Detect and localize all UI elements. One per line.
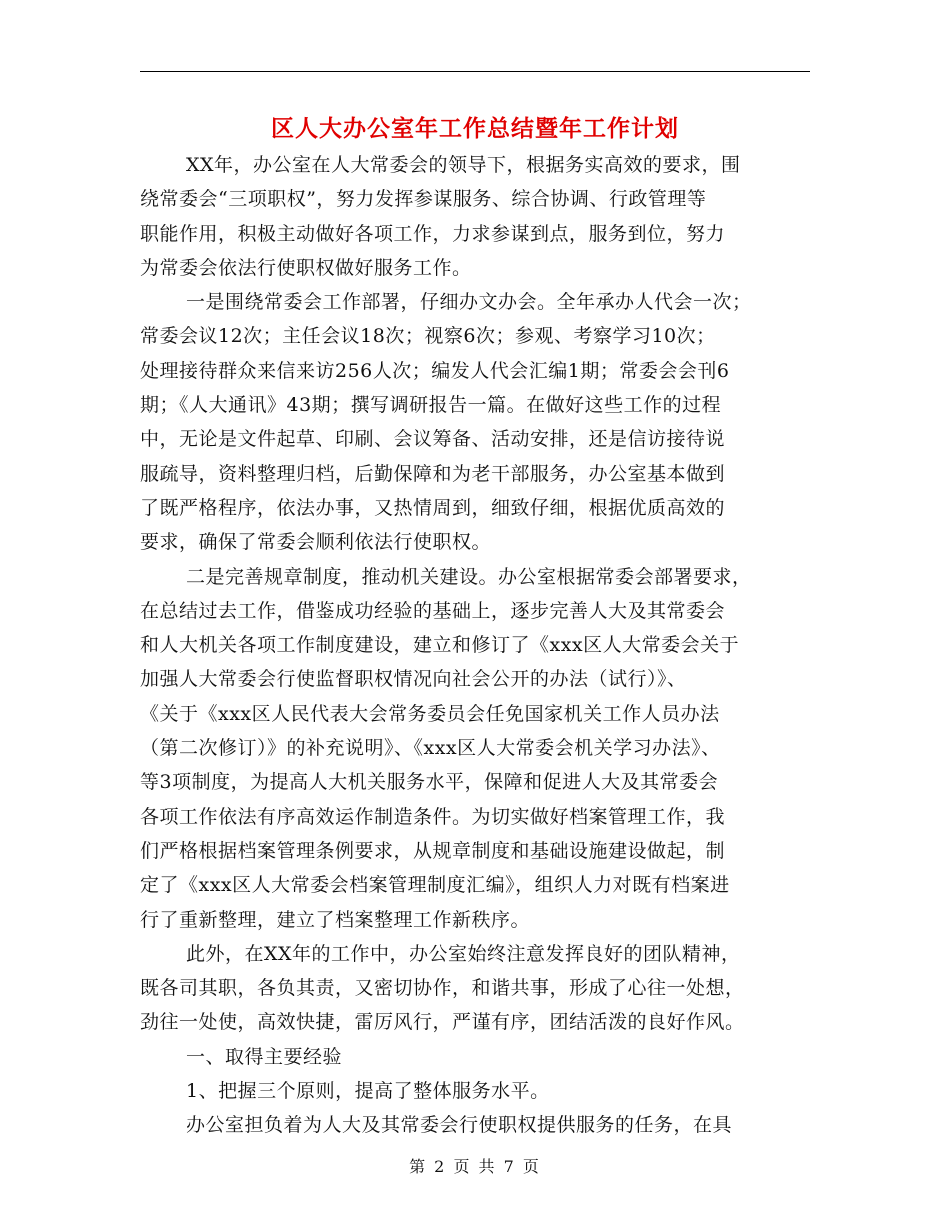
text-line: 们严格根据档案管理条例要求，从规章制度和基础设施建设做起，制 [140,839,726,862]
text-line: 等3项制度，为提高人大机关服务水平，保障和促进人大及其常委会 [140,771,719,794]
text-line: 常委会议12次；主任会议18次；视察6次；参观、考察学习10次； [140,325,716,348]
text-line: 二是完善规章制度，推动机关建设。办公室根据常委会部署要求， [186,565,752,588]
text-line: 各项工作依法有序高效运作制造条件。为切实做好档案管理工作，我 [140,805,726,828]
text-line: 了既严格程序，依法办事，又热情周到，细致仔细，根据优质高效的 [140,496,726,519]
text-line: 处理接待群众来信来访256人次；编发人代会汇编1期；常委会会刊6 [140,359,730,382]
document-body [140,148,810,1143]
text-line: 《关于《xxx区人民代表大会常务委员会任免国家机关工作人员办法 [140,702,720,725]
text-line: XX年，办公室在人大常委会的领导下，根据务实高效的要求，围 [186,154,741,176]
text-line: 行了重新整理，建立了档案整理工作新秩序。 [140,908,531,931]
text-line: 期；《人大通讯》43期；撰写调研报告一篇。在做好这些工作的过程 [140,394,722,417]
document-title: 区人大办公室年工作总结暨年工作计划 [271,116,679,142]
text-line: 一、取得主要经验 [186,1045,343,1068]
text-line: 绕常委会“三项职权”，努力发挥参谋服务、综合协调、行政管理等 [140,188,707,211]
header-rule [140,71,810,72]
text-line: （第二次修订）》的补充说明》、《xxx区人大常委会机关学习办法》、 [140,737,721,760]
text-line: 1、把握三个原则，提高了整体服务水平。 [186,1080,550,1103]
text-line: 和人大机关各项工作制度建设，建立和修订了《xxx区人大常委会关于 [140,634,740,657]
text-line: 在总结过去工作，借鉴成功经验的基础上，逐步完善人大及其常委会 [140,599,726,622]
page-number-footer: 第 2 页 共 7 页 [409,1157,541,1176]
text-line: 要求，确保了常委会顺利依法行使职权。 [140,531,492,554]
text-line: 为常委会依法行使职权做好服务工作。 [140,256,472,279]
text-line: 劲往一处使，高效快捷，雷厉风行，严谨有序，团结活泼的良好作风。 [140,1011,745,1034]
text-line: 服疏导，资料整理归档，后勤保障和为老干部服务，办公室基本做到 [140,462,726,485]
text-line: 定了《xxx区人大常委会档案管理制度汇编》，组织人力对既有档案进 [140,874,730,897]
text-line: 职能作用，积极主动做好各项工作，力求参谋到点，服务到位，努力 [140,222,726,245]
text-line: 办公室担负着为人大及其常委会行使职权提供服务的任务，在具 [186,1114,733,1137]
text-line: 既各司其职，各负其责，又密切协作，和谐共事，形成了心往一处想， [140,977,745,1000]
text-line: 加强人大常委会行使监督职权情况向社会公开的办法（试行）》、 [140,668,687,691]
text-line: 一是围绕常委会工作部署，仔细办文办会。全年承办人代会一次； [186,291,752,314]
text-line: 中，无论是文件起草、印刷、会议筹备、活动安排，还是信访接待说 [140,428,726,451]
text-line: 此外，在XX年的工作中，办公室始终注意发挥良好的团队精神， [186,942,741,965]
